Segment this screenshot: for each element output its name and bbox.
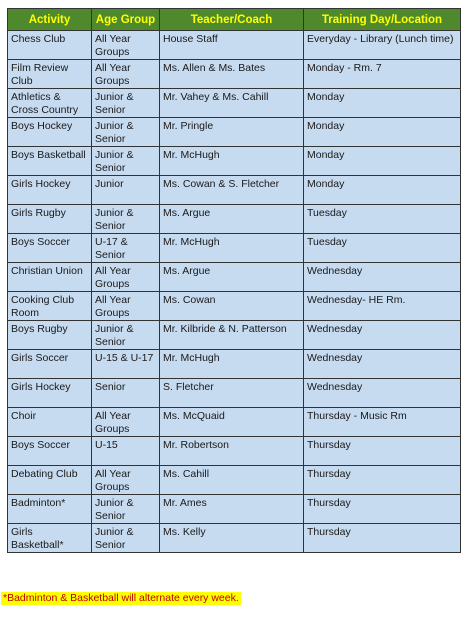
cell-age-group: Junior & Senior: [92, 118, 160, 147]
cell-age-group: Senior: [92, 379, 160, 408]
cell-teacher-coach: Mr. Pringle: [160, 118, 304, 147]
cell-activity: Athletics & Cross Country: [8, 89, 92, 118]
table-row: [8, 263, 461, 292]
cell-activity: Boys Hockey: [8, 118, 92, 147]
cell-activity: Cooking Club Room: [8, 292, 92, 321]
cell-training-day: Tuesday: [304, 205, 461, 234]
cell-activity: Boys Basketball: [8, 147, 92, 176]
table-row: [8, 524, 461, 553]
cell-training-day: Monday: [304, 89, 461, 118]
cell-age-group: Junior & Senior: [92, 89, 160, 118]
cell-teacher-coach: Mr. McHugh: [160, 350, 304, 379]
cell-training-day: Thursday: [304, 437, 461, 466]
cell-activity: Badminton*: [8, 495, 92, 524]
cell-training-day: Wednesday: [304, 263, 461, 292]
cell-activity: Christian Union: [8, 263, 92, 292]
cell-teacher-coach: Mr. Ames: [160, 495, 304, 524]
table-row: [8, 234, 461, 263]
cell-age-group: Junior & Senior: [92, 524, 160, 553]
cell-training-day: Monday - Rm. 7: [304, 60, 461, 89]
cell-training-day: Tuesday: [304, 234, 461, 263]
cell-activity: Film Review Club: [8, 60, 92, 89]
activities-table: [7, 8, 461, 553]
cell-training-day: Wednesday: [304, 321, 461, 350]
cell-age-group: Junior & Senior: [92, 147, 160, 176]
header-row: [8, 9, 461, 31]
cell-training-day: Monday: [304, 176, 461, 205]
table-body: [8, 31, 461, 553]
cell-age-group: U-17 & Senior: [92, 234, 160, 263]
cell-teacher-coach: Mr. McHugh: [160, 234, 304, 263]
cell-activity: Boys Soccer: [8, 437, 92, 466]
cell-activity: Boys Soccer: [8, 234, 92, 263]
table-row: [8, 60, 461, 89]
cell-training-day: Monday: [304, 147, 461, 176]
table-row: [8, 379, 461, 408]
cell-age-group: All Year Groups: [92, 292, 160, 321]
cell-teacher-coach: S. Fletcher: [160, 379, 304, 408]
cell-age-group: All Year Groups: [92, 31, 160, 60]
cell-teacher-coach: Mr. Vahey & Ms. Cahill: [160, 89, 304, 118]
cell-training-day: Monday: [304, 118, 461, 147]
cell-teacher-coach: Ms. Cowan: [160, 292, 304, 321]
footnote: *Badminton & Basketball will alternate every week.: [3, 592, 239, 604]
cell-activity: Chess Club: [8, 31, 92, 60]
table-row: [8, 437, 461, 466]
cell-activity: Girls Basketball*: [8, 524, 92, 553]
cell-training-day: Wednesday: [304, 379, 461, 408]
cell-teacher-coach: Mr. Kilbride & N. Patterson: [160, 321, 304, 350]
cell-age-group: All Year Groups: [92, 408, 160, 437]
cell-teacher-coach: Ms. Cahill: [160, 466, 304, 495]
cell-activity: Debating Club: [8, 466, 92, 495]
cell-training-day: Everyday - Library (Lunch time): [304, 31, 461, 60]
cell-teacher-coach: Mr. Robertson: [160, 437, 304, 466]
cell-teacher-coach: Ms. Kelly: [160, 524, 304, 553]
table-row: [8, 31, 461, 60]
table-row: [8, 147, 461, 176]
cell-teacher-coach: Mr. McHugh: [160, 147, 304, 176]
activities-sheet: [7, 8, 460, 553]
cell-age-group: Junior & Senior: [92, 495, 160, 524]
cell-training-day: Wednesday: [304, 350, 461, 379]
header-age-group: Age Group: [92, 9, 160, 31]
cell-age-group: All Year Groups: [92, 263, 160, 292]
cell-activity: Girls Soccer: [8, 350, 92, 379]
cell-activity: Boys Rugby: [8, 321, 92, 350]
table-row: [8, 89, 461, 118]
header-teacher-coach: Teacher/Coach: [160, 9, 304, 31]
cell-teacher-coach: Ms. Argue: [160, 205, 304, 234]
cell-training-day: Thursday: [304, 524, 461, 553]
cell-activity: Girls Hockey: [8, 176, 92, 205]
cell-teacher-coach: House Staff: [160, 31, 304, 60]
table-row: [8, 118, 461, 147]
header-training-day-location: Training Day/Location: [304, 9, 461, 31]
cell-teacher-coach: Ms. Allen & Ms. Bates: [160, 60, 304, 89]
cell-teacher-coach: Ms. Argue: [160, 263, 304, 292]
cell-activity: Choir: [8, 408, 92, 437]
cell-age-group: Junior & Senior: [92, 205, 160, 234]
cell-training-day: Thursday: [304, 495, 461, 524]
cell-age-group: All Year Groups: [92, 60, 160, 89]
table-row: [8, 205, 461, 234]
cell-training-day: Thursday: [304, 466, 461, 495]
cell-age-group: Junior: [92, 176, 160, 205]
table-row: [8, 495, 461, 524]
cell-training-day: Wednesday- HE Rm.: [304, 292, 461, 321]
table-row: [8, 350, 461, 379]
table-row: [8, 176, 461, 205]
cell-teacher-coach: Ms. McQuaid: [160, 408, 304, 437]
cell-teacher-coach: Ms. Cowan & S. Fletcher: [160, 176, 304, 205]
header-activity: Activity: [8, 9, 92, 31]
table-row: [8, 408, 461, 437]
cell-age-group: Junior & Senior: [92, 321, 160, 350]
table-row: [8, 292, 461, 321]
table-row: [8, 466, 461, 495]
cell-activity: Girls Hockey: [8, 379, 92, 408]
cell-age-group: U-15: [92, 437, 160, 466]
cell-age-group: U-15 & U-17: [92, 350, 160, 379]
cell-age-group: All Year Groups: [92, 466, 160, 495]
table-row: [8, 321, 461, 350]
cell-training-day: Thursday - Music Rm: [304, 408, 461, 437]
cell-activity: Girls Rugby: [8, 205, 92, 234]
